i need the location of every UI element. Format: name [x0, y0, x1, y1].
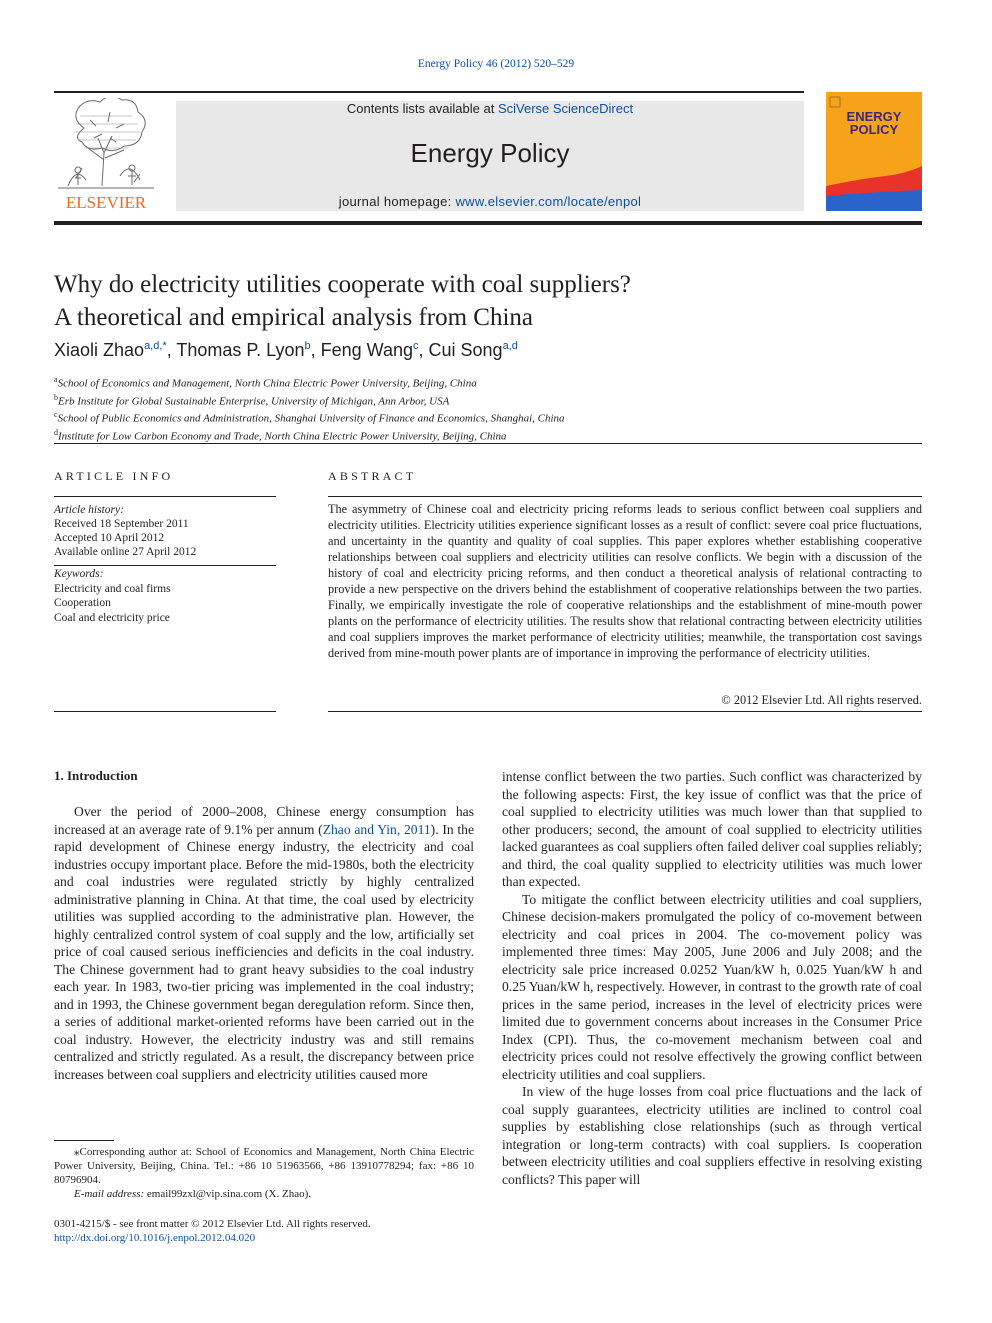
affiliation: $^d$Institute for Low Carbon Economy and Trade, North China Electric Power University, Beijing, China: [54, 427, 507, 443]
header-rule: [54, 91, 804, 93]
received-date: Received 18 September 2011: [54, 518, 189, 530]
footnote-email: E-mail address: email99zxl@vip.sina.com (X. Zhao).: [74, 1188, 312, 1200]
author-affil-sup[interactable]: b: [304, 340, 311, 352]
article-info-rule: [54, 496, 276, 497]
author[interactable]: Thomas P. Lyon$^b$: [176, 340, 311, 360]
homepage-line: [176, 194, 804, 209]
sciencedirect-link[interactable]: SciVerse ScienceDirect: [497, 101, 634, 116]
abstract-rule: [328, 496, 922, 497]
keyword: Coal and electricity price: [54, 611, 170, 624]
article-info-rule: [54, 711, 276, 712]
keyword: Electricity and coal firms: [54, 582, 171, 595]
doi-link[interactable]: http://dx.doi.org/10.1016/j.enpol.2012.04.020: [54, 1232, 256, 1244]
header-thick-rule: [54, 221, 922, 225]
history-label: Article history:: [54, 504, 124, 516]
affiliation: $^c$School of Public Economics and Administration, Shanghai University of Finance and Economics, Shanghai, China: [54, 410, 565, 425]
keyword: Cooperation: [54, 597, 111, 609]
author-list: Xiaoli Zhao$^{a,d,*}$, Thomas P. Lyon$^b$, Feng Wang$^c$, Cui Song$^{a,d}$: [54, 340, 518, 360]
homepage-prefix: journal homepage:: [338, 194, 456, 209]
abstract-text: The asymmetry of Chinese coal and electricity pricing reforms leads to serious conflict between coal suppliers and electricity utilities. Electricity utilities experience significant losses as a result of conflict: severe coal price fluctuations, and uncertainty in the quantity and quality of coal supplies. This paper explores whether establishing cooperative relationships between coal suppliers and electricity utilities can resolve conflicts. We begin with a discussion of the history of coal and electricity pricing reforms, and then conduct a theoretical analysis of relational contracting to provide a new perspective on the drivers behind the establishment of cooperative relationships between the two parties. Finally, we empirically investigate the role of cooperative relationships and the establishment of mine-mouth power plants on the performance of electricity utilities. The results show that relational contracting between electricity utilities and coal suppliers improves the market performance of electricity utilities; meanwhile, the transportation cost savings derived from mine-mouth power plants are of importance in improving the performance of electricity utilities.: [328, 502, 922, 660]
corresponding-author-footnote: [54, 1145, 474, 1201]
online-date: Available online 27 April 2012: [54, 546, 197, 558]
article-info-rule: [54, 565, 276, 566]
author[interactable]: Feng Wang$^c$: [320, 340, 419, 360]
body-column-left: [54, 803, 474, 1083]
affiliation: $^a$School of Economics and Management, North China Electric Power University, Beijing, China: [54, 375, 477, 390]
affiliation: $^b$Erb Institute for Global Sustainable Enterprise, University of Michigan, Ann Arbor, USA: [54, 392, 450, 408]
affiliations: [54, 373, 565, 444]
body-paragraph: intense conflict between the two parties. Such conflict was characterized by the following aspects: First, the key issue of conflict was that the price of coal supplied to electricity utilities was much lower than that supplied to other producers; second, the amount of coal supplied to electricity utilities lacked guarantees as coal suppliers often failed deliver coal supplies reliably; and third, the coal quality supplied to electricity utilities was much lower than expected.: [502, 769, 922, 889]
keywords-label: Keywords:: [54, 568, 104, 580]
keywords: [54, 567, 276, 625]
footnote-text: ⁎Corresponding author at: School of Economics and Management, North China Electric Power University, Beijing, China. Tel.: +86 10 51963566, +86 13910778294; fax: +86 10 80796904.: [54, 1146, 474, 1186]
article-title: [54, 268, 914, 334]
copyright-notice: © 2012 Elsevier Ltd. All rights reserved.: [721, 693, 922, 707]
author[interactable]: Cui Song$^{a,d}$: [428, 340, 518, 360]
accepted-date: Accepted 10 April 2012: [54, 532, 165, 544]
cover-title: ENERGY POLICY: [846, 109, 902, 137]
journal-citation[interactable]: Energy Policy 46 (2012) 520–529: [417, 58, 575, 70]
issn-block: [54, 1217, 371, 1245]
body-paragraph: To mitigate the conflict between electricity utilities and coal suppliers, Chinese decision-makers promulgated the policy of co-movement between electricity and coal prices in 2004. The co-movement policy was implemented three times: May 2005, June 2006 and July 2008; and the electricity sale price increased 0.0252 Yuan/kW h, 0.025 Yuan/kW h and 0.25 Yuan/kW h, respectively. However, in contrast to the growth rate of coal prices in the same period, increases in the level of electricity prices were limited due to government concerns about increases in the Consumer Price Index (CPI). Thus, the co-movement mechanism between coal and electricity prices could not resolve effectively the growing conflict between electricity utilities and coal suppliers.: [502, 891, 922, 1082]
email-address[interactable]: email99zxl@vip.sina.com (X. Zhao).: [144, 1188, 312, 1200]
citation-link[interactable]: Zhao and Yin, 2011: [322, 821, 431, 837]
article-title-line2: A theoretical and empirical analysis from China: [54, 304, 534, 331]
author[interactable]: Xiaoli Zhao$^{a,d,*}$: [54, 340, 167, 360]
abstract-heading: ABSTRACT: [328, 469, 417, 483]
issn-line: 0301-4215/$ - see front matter © 2012 Elsevier Ltd. All rights reserved.: [54, 1218, 371, 1230]
author-affil-sup[interactable]: a,d,*: [144, 340, 167, 352]
author-affil-sup[interactable]: a,d: [502, 340, 518, 352]
elsevier-tree-icon: [54, 98, 158, 212]
body-paragraph: In view of the huge losses from coal price fluctuations and the lack of coal supply guarantees, electricity utilities are inclined to control coal supplies by establishing close relationships (such as through vertical integration or long-term contracts) with coal suppliers. Is cooperation between electricity utilities and coal suppliers effective in resolving existing conflicts? This paper will: [502, 1084, 922, 1187]
article-history: [54, 503, 276, 559]
author-affil-sup[interactable]: c: [413, 340, 419, 352]
section-heading-introduction: 1. Introduction: [54, 768, 138, 783]
article-info-heading: ARTICLE INFO: [54, 469, 174, 483]
homepage-link[interactable]: www.elsevier.com/locate/enpol: [455, 194, 642, 209]
elsevier-wordmark: ELSEVIER: [65, 193, 147, 212]
abstract-rule: [328, 711, 922, 712]
contents-line: [176, 101, 804, 116]
body-paragraph: Over the period of 2000–2008, Chinese energy consumption has increased at an average rate of 9.1% per annum (Zhao and Yin, 2011). In the rapid development of Chinese energy industry, the electricity and coal industries occupy important place. Before the mid-1980s, both the electricity and coal industries were regulated strictly by highly centralized administrative planning in China. At that time, the coal used by electricity utilities was supplied according to the administrative plan. However, the highly centralized control system of coal supply and the low, artificially set price of coal caused serious inefficiencies and deficits in the coal industry. The Chinese government had to grant heavy subsidies to the coal industry each year. In 1983, two-tier pricing was implemented in the coal industry; and in 1993, the Chinese government began deregulation reform. Since then, a series of additional market-oriented reforms have been carried out in the coal industry. However, the electricity industry was and still remains centralized and strictly regulated. As a result, the discrepancy between price increases between coal suppliers and electricity utilities caused more: [54, 804, 474, 1082]
article-title-line1: Why do electricity utilities cooperate with coal suppliers?: [54, 271, 631, 298]
body-column-right: [502, 768, 922, 1188]
journal-title: Energy Policy: [410, 138, 570, 168]
footnote-rule: [54, 1140, 114, 1141]
contents-prefix: Contents lists available at: [346, 101, 498, 116]
journal-cover[interactable]: [826, 92, 922, 211]
title-rule: [54, 443, 922, 444]
journal-banner: [176, 101, 804, 211]
elsevier-logo[interactable]: [54, 98, 158, 212]
